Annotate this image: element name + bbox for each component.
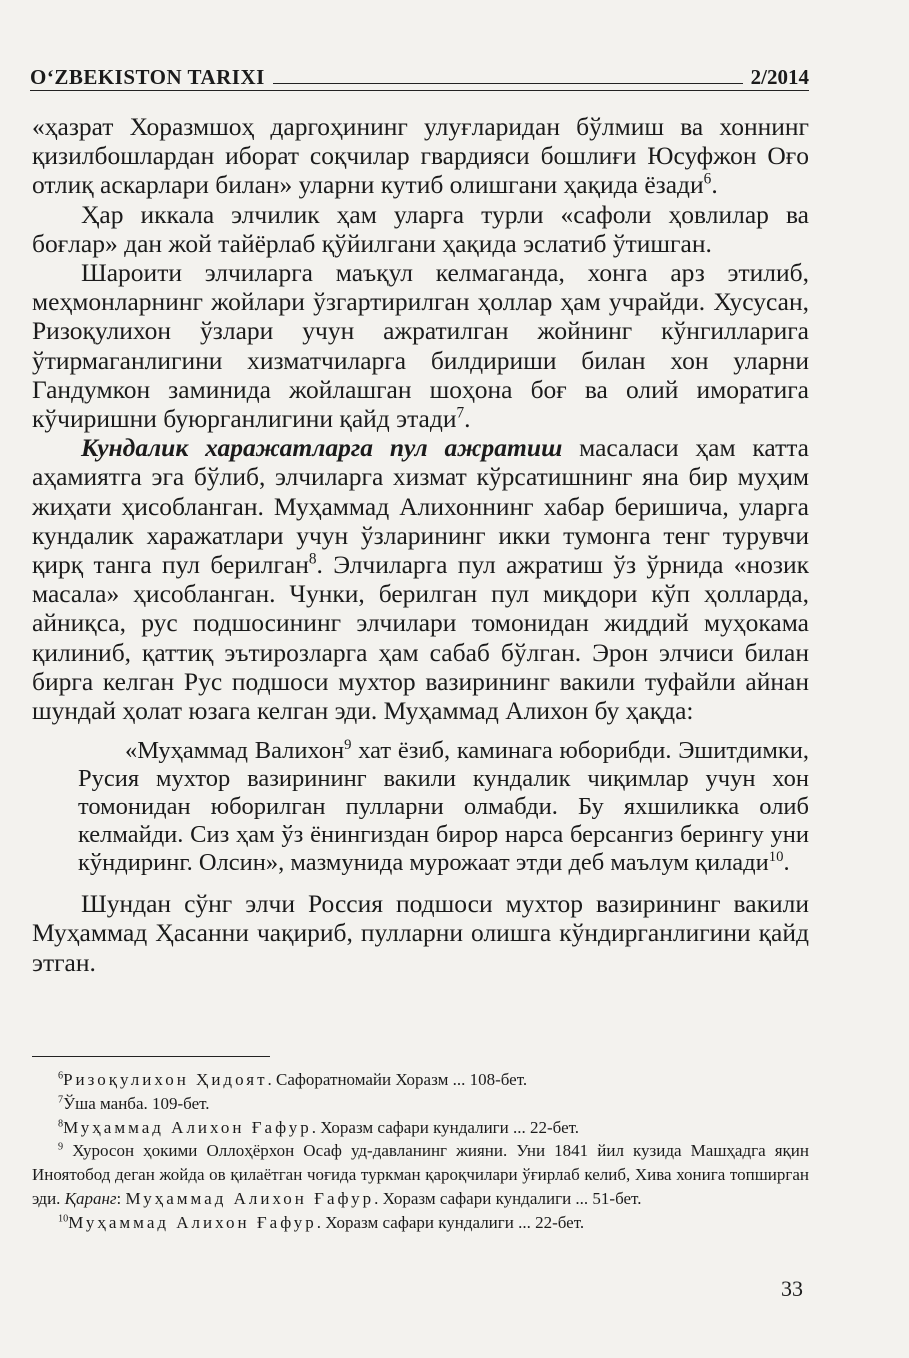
footnote-7-number: 7 xyxy=(58,1094,64,1106)
footnote-ref-8[interactable]: 8 xyxy=(308,550,317,568)
paragraph-3-text: Шароити элчиларга маъқул келмаганда, хонга арз этилиб, меҳмонларнинг жойлари ўзгартирилган ҳоллар ҳам учрайди. Хусусан, Ризоқулихон ўзлари учун ажратилган жойнинг кўнгилларига ўтирмаганлигини хизматчиларга билдириши билан хон уларни Гандумкон заминида жойлашган шоҳона боғ ва олий иморатига кўчиришни буюрганлигини қайд этади xyxy=(32,258,809,434)
journal-title: O‘ZBEKISTON TARIXI xyxy=(30,65,265,89)
footnote-8-author: Муҳаммад Алихон Ғафур xyxy=(63,1117,312,1137)
paragraph-5: Шундан сўнг элчи Россия подшоси мухтор вазирининг вакили Муҳаммад Ҳасанни чақириб, пулларни олишга кўндирганлигини қайд этган. xyxy=(32,889,809,977)
footnote-6-text: . Сафоратномайи Хоразм ... 108-бет. xyxy=(267,1070,528,1089)
footnote-9-see: Қаранг xyxy=(64,1188,117,1208)
article-body xyxy=(32,112,809,977)
footnote-ref-7[interactable]: 7 xyxy=(456,404,465,422)
quote-text-a: «Муҳаммад Валихон xyxy=(125,737,345,765)
footnote-9-text: Хуросон ҳокими Оллоҳёрхон Осаф уд-давланинг жияни. Уни 1841 йил кузида Машҳадга яқин Иноятобод деган жойда ов қилаётган чоғида туркман қароқчилари ўғирлаб келиб, Хива хонига топширган эди. xyxy=(32,1141,809,1208)
footnote-6-number: 6 xyxy=(58,1070,64,1082)
paragraph-2: Ҳар иккала элчилик ҳам уларга турли «сафоли ҳовлилар ва боғлар» дан жой тайёрлаб қўйилгани ҳақида эслатиб ўтишган. xyxy=(32,199,809,258)
issue-number: 2/2014 xyxy=(750,65,809,89)
footnote-10 xyxy=(32,1211,809,1235)
block-quote xyxy=(78,737,809,877)
footnote-9-colon: : xyxy=(116,1188,126,1208)
paragraph-4-lead: Кундалик харажатларга пул ажратиш xyxy=(81,433,563,463)
header-rule xyxy=(30,90,809,91)
paragraph-1-end: . xyxy=(711,170,718,200)
footnote-9 xyxy=(32,1139,809,1210)
footnote-6 xyxy=(32,1068,809,1092)
footnote-9-author: Муҳаммад Алихон Ғафур xyxy=(125,1188,375,1208)
footnote-10-author: Муҳаммад Алихон Ғафур xyxy=(68,1212,317,1232)
footnote-8-number: 8 xyxy=(58,1117,64,1129)
footnote-9-number: 9 xyxy=(58,1141,64,1153)
paragraph-1 xyxy=(32,112,809,200)
footnote-separator xyxy=(32,1056,270,1057)
footnote-6-author: Ризоқулихон Ҳидоят xyxy=(63,1070,268,1089)
footnote-10-text: . Хоразм сафари кундалиги ... 22-бет. xyxy=(316,1212,585,1232)
paragraph-4-text-b: . Элчиларга пул ажратиш ўз ўрнида «нозик масала» ҳисобланган. Чунки, берилган пул миқдори кўп ҳолларда, айниқса, рус подшосининг элчилари томонидан жиддий муҳокама қилиниб, қаттиқ эътирозларга ҳам сабаб бўлган. Эрон элчиси билан бирга келган Рус подшоси мухтор вазирининг вакили туфайли айнан шундай ҳолат юзага келган эди. Муҳаммад Алихон бу ҳақда: xyxy=(32,550,810,726)
footnote-8 xyxy=(32,1116,809,1140)
header-line xyxy=(273,83,743,84)
footnote-7 xyxy=(32,1092,809,1116)
running-header xyxy=(30,54,809,90)
paragraph-4 xyxy=(32,433,809,725)
footnote-8-text: . Хоразм сафари кундалиги ... 22-бет. xyxy=(311,1117,580,1137)
footnote-7-text: Ўша манба. 109-бет. xyxy=(63,1093,210,1113)
paragraph-3 xyxy=(32,258,809,433)
footnote-ref-10[interactable]: 10 xyxy=(768,849,784,866)
page-number: 33 xyxy=(781,1276,803,1301)
paragraph-1-text: «ҳазрат Хоразмшоҳ даргоҳининг улуғларидан бўлмиш ва хоннинг қизилбошлардан иборат соқчилар гвардияси бошлиғи Юсуфжон Оғо отлиқ аскарлари билан» уларни кутиб олишгани ҳақида ёзади xyxy=(32,112,809,200)
paragraph-4-text-a: масаласи ҳам катта аҳамиятга эга бўлиб, элчиларга хизмат кўрсатишнинг яна бир муҳим жиҳати ҳисобланган. Муҳаммад Алихоннинг хабар беришича, уларга кундалик харажатлари учун ўзларининг икки тумонга тенг турувчи қирқ танга пул берилган xyxy=(32,433,809,580)
quote-end: . xyxy=(783,849,790,877)
footnote-10-number: 10 xyxy=(58,1213,69,1225)
footnote-ref-9[interactable]: 9 xyxy=(344,737,352,754)
paragraph-3-end: . xyxy=(464,404,471,434)
footnote-ref-6[interactable]: 6 xyxy=(703,170,712,188)
quote-text-b: хат ёзиб, каминага юборибди. Эшитдимки, Русия мухтор вазирининг вакили кундалик чиқимлар учун хон томонидан юборилган пулларни олмабди. Бу яхшиликка олиб келмайди. Сиз ҳам ўз ёнингиздан бирор нарса берсангиз берингу уни кўндиринг. Олсин», мазмунида мурожаат этди деб маълум қилади xyxy=(78,737,809,877)
footnotes xyxy=(32,1068,809,1235)
footnote-9-text-2: . Хоразм сафари кундалиги ... 51-бет. xyxy=(374,1188,642,1208)
